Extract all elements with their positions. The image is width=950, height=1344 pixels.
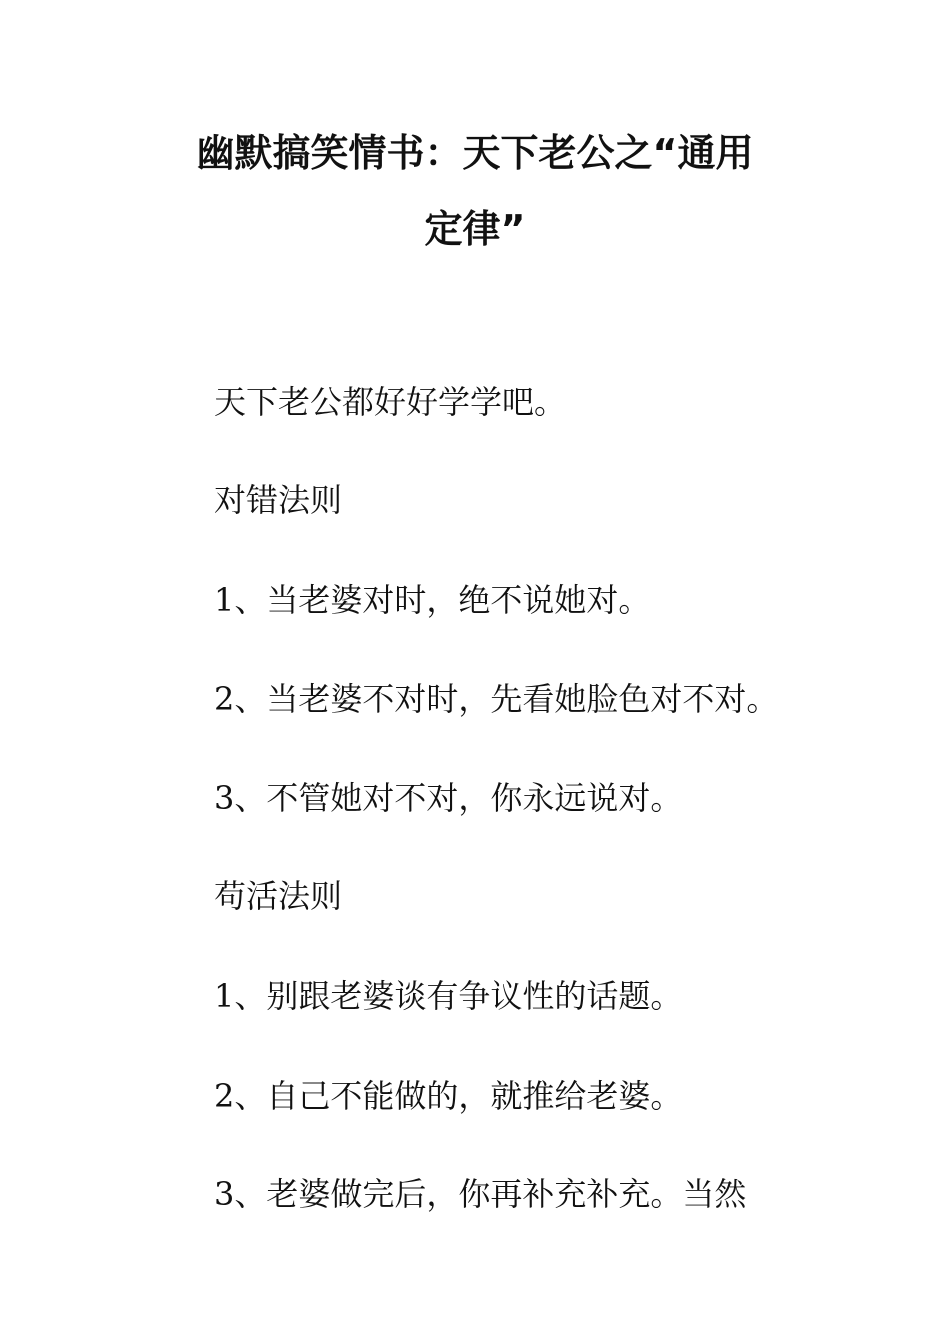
rule-item: 3、老婆做完后，你再补充补充。当然 xyxy=(214,1175,747,1213)
rule-item: 3、不管她对不对，你永远说对。 xyxy=(214,779,683,817)
document-title-line-2: 定律” xyxy=(424,207,526,251)
rule-item: 2、自己不能做的，就推给老婆。 xyxy=(214,1077,683,1115)
section-heading-survival-rule: 苟活法则 xyxy=(214,877,343,915)
rule-item: 2、当老婆不对时，先看她脸色对不对。 xyxy=(214,680,779,718)
section-heading-right-wrong-rule: 对错法则 xyxy=(214,481,343,519)
rule-item: 1、当老婆对时，绝不说她对。 xyxy=(214,581,651,619)
intro-paragraph: 天下老公都好好学学吧。 xyxy=(214,383,567,421)
document-title-line-1: 幽默搞笑情书：天下老公之“通用 xyxy=(196,131,754,175)
rule-item: 1、别跟老婆谈有争议性的话题。 xyxy=(214,977,683,1015)
